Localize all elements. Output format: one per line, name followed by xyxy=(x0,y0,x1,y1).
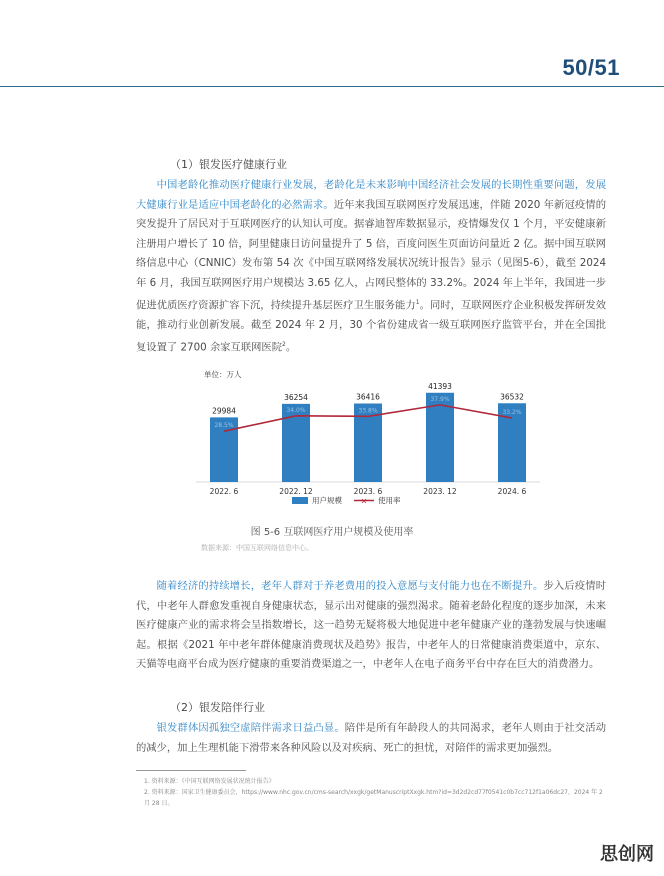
footnote-rule xyxy=(136,770,246,771)
user-scale-chart xyxy=(196,365,540,515)
highlight-text-2: 随着经济的持续增长，老年人群对于养老费用的投入意愿与支付能力也在不断提升。 xyxy=(156,580,544,592)
section1 xyxy=(136,157,606,358)
paragraph-1 xyxy=(136,176,606,358)
paragraph-3 xyxy=(136,719,606,758)
chart-unit-label: 单位：万人 xyxy=(204,370,242,379)
chart-category-label: 2024. 6 xyxy=(497,487,527,496)
header-rule xyxy=(0,86,664,87)
chart-svg xyxy=(196,365,540,515)
watermark-logo: 思创网 xyxy=(600,844,654,865)
highlight-text-3: 银发群体因孤独空虚陪伴需求日益凸显。 xyxy=(156,722,345,734)
chart-bar-value: 29984 xyxy=(212,406,236,416)
chart-rate-label: 33.2% xyxy=(502,409,522,417)
chart-bar-value: 36532 xyxy=(500,392,524,402)
chart-rate-label: 34.0% xyxy=(286,406,306,414)
legend-bar-swatch xyxy=(292,497,308,504)
chart-category-label: 2022. 6 xyxy=(209,487,239,496)
chart-caption: 图 5-6 互联网医疗用户规模及使用率 xyxy=(250,527,414,538)
period: 。 xyxy=(285,341,297,354)
legend-line-marker: × xyxy=(360,496,368,506)
footnotes xyxy=(144,776,604,809)
chart-bar-value: 41393 xyxy=(428,381,452,391)
section-heading-2: （2）银发陪伴行业 xyxy=(170,701,265,714)
chart-rate-label: 33.8% xyxy=(358,407,378,415)
legend-line-label: 使用率 xyxy=(378,496,401,505)
section1b xyxy=(136,577,606,675)
paragraph-2 xyxy=(136,577,606,675)
footnote-ref-1: 1 xyxy=(415,299,420,306)
legend-bar-label: 用户规模 xyxy=(312,496,342,505)
body-text-4: 陪伴是所有年龄段人的共同渴求，老年人则由于社交活动的减少，加上生理机能下滑带来各种风险以及对疾病、死亡的担忧，对陪伴的需求更加强烈。 xyxy=(136,722,607,754)
footnote-ref-2: 2 xyxy=(282,341,286,349)
body-text-2: 。同时，互联网医疗企业积极发挥研发效能，推动行业创新发展。截至 2024 年 2 月，30 个省份建成省一级互联网医疗监管平台，并在全国批复设置了 2700 余家互联网医院 xyxy=(136,299,606,354)
chart-category-label: 2022. 12 xyxy=(279,487,313,496)
section-heading: （1）银发医疗健康行业 xyxy=(170,158,287,171)
section2 xyxy=(136,700,606,758)
chart-rate-label: 28.5% xyxy=(214,422,234,430)
body-text: 近年来我国互联网医疗发展迅速，伴随 2020 年新冠疫情的突发提升了居民对于互联网医疗的认知认可度。据睿迪智库数据显示，疫情爆发仅 1 个月，平安健康新注册用户增长了 10 倍，阿里健康日访问量提升了 5 倍，百度问医生页面访问量近 2 亿。据中国互联网络信息中心（CNNIC）发布第 54 次《中国互联网络发展状况统计报告》显示（见图5-6），截至 2024 年 6 月，我国互联网医疗用户规模达 3.65 亿人，占网民整体的 33.2%。2024 年上半年，我国进一步促进优质医疗资源扩容下沉，持续提升基层医疗卫生服务能力 xyxy=(136,198,607,312)
chart-rate-label: 37.9% xyxy=(430,395,450,403)
chart-category-label: 2023. 6 xyxy=(353,487,383,496)
page-number: 50/51 xyxy=(562,55,620,80)
chart-bar-value: 36416 xyxy=(356,392,380,402)
body-text-3: 步入后疫情时代，中老年人群愈发重视自身健康状态，显示出对健康的强烈渴求。随着老龄化程度的逐步加深，未来医疗健康产业的需求将会呈指数增长，这一趋势无疑将极大地促进中老年健康产业的蓬勃发展与快速崛起。根据《2021 年中老年群体健康消费现状及趋势》报告，中老年人的日常健康消费渠道中，京东、天猫等电商平台成为医疗健康的重要消费渠道之一，中老年人在电子商务平台中存在巨大的消费潜力。 xyxy=(136,580,607,670)
highlight-text: 中国老龄化推动医疗健康行业发展，老龄化是未来影响中国经济社会发展的长期性重要问题，发展大健康行业是适应中国老龄化的必然需求。 xyxy=(136,179,606,211)
footnote-2: 2. 资料来源：国家卫生健康委员会，https://www.nhc.gov.cn/cms-search/xxgk/getManuscriptXxgk.htm?id=3d2d2cd77f0541c0b7cc712f1a06dc27，2024 年 2 月 28 日。 xyxy=(144,789,603,807)
chart-bar-value: 36254 xyxy=(284,392,308,402)
chart-category-label: 2023. 12 xyxy=(423,487,457,496)
chart-source: 数据来源：中国互联网络信息中心。 xyxy=(201,544,313,552)
footnote-1: 1. 资料来源：《中国互联网络发展状况统计报告》 xyxy=(144,778,275,785)
